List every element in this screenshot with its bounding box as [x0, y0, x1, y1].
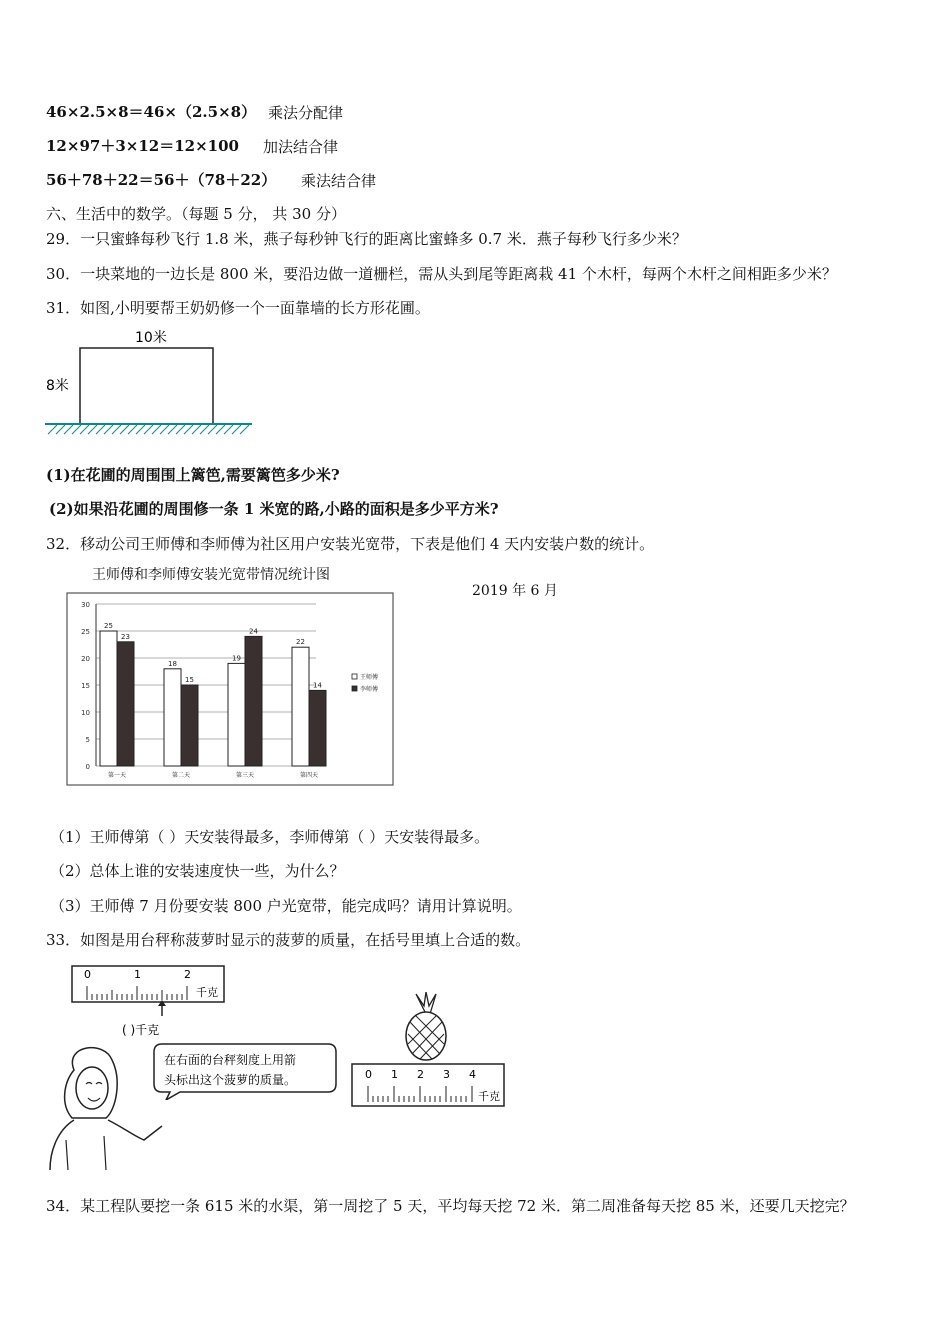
pineapple-icon: [398, 992, 454, 1064]
y-tick-label: 30: [81, 601, 90, 609]
right-scale-tick-3: 3: [443, 1068, 450, 1081]
speech-bubble: [152, 1040, 342, 1100]
bar: [181, 685, 198, 766]
law-name-2: 加法结合律: [263, 138, 339, 156]
question-33: 33．如图是用台秤称菠萝时显示的菠萝的质量，在括号里填上合适的数。: [46, 931, 531, 949]
law-expr-3: 56＋78＋22＝56＋（78＋22）: [46, 171, 277, 189]
x-tick-label: 第二天: [171, 772, 191, 779]
garden-rect: [80, 348, 213, 424]
y-tick-label: 20: [81, 655, 90, 663]
right-scale-tick-4: 4: [469, 1068, 476, 1081]
x-tick-label: 第四天: [299, 772, 319, 779]
speech-line-1: 在右面的台秤刻度上用箭: [164, 1053, 297, 1067]
bar: [100, 631, 117, 766]
left-scale-tick-0: 0: [84, 968, 91, 981]
data-label: 23: [121, 632, 130, 641]
question-32-1: （1）王师傅第（ ）天安装得最多，李师傅第（ ）天安装得最多。: [50, 828, 490, 846]
bar-chart: [66, 592, 396, 788]
data-label: 15: [185, 676, 194, 684]
right-scale-ticks: [368, 1086, 472, 1102]
right-scale-tick-2: 2: [417, 1068, 424, 1081]
question-31-1: (1)在花圃的周围围上篱笆,需要篱笆多少米?: [46, 466, 340, 484]
question-31-2: (2)如果沿花圃的周围修一条 1 米宽的路,小路的面积是多少平方米?: [49, 500, 499, 518]
x-tick-label: 第三天: [235, 772, 255, 779]
question-32-3: （3）王师傅 7 月份要安装 800 户光宽带，能完成吗？请用计算说明。: [50, 897, 522, 915]
y-tick-label: 25: [81, 628, 90, 636]
y-tick-label: 10: [81, 709, 90, 717]
garden-height-label: 8米: [46, 378, 69, 394]
data-label: 24: [249, 627, 258, 636]
bar: [164, 669, 181, 766]
legend-swatch: [352, 674, 357, 679]
garden-width-label: 10米: [135, 330, 167, 346]
legend-label: 李师傅: [360, 686, 379, 693]
right-scale-tick-0: 0: [365, 1068, 372, 1081]
question-32-2: （2）总体上谁的安装速度快一些，为什么？: [50, 862, 345, 880]
data-label: 18: [168, 659, 177, 668]
left-scale-ticks: [87, 986, 187, 1000]
right-scale: [350, 1062, 510, 1112]
bar: [309, 690, 326, 766]
left-scale-tick-2: 2: [184, 968, 191, 981]
bar: [117, 642, 134, 766]
question-31: 31．如图,小明要帮王奶奶修一个一面靠墙的长方形花圃。: [46, 299, 430, 317]
wall-hatch: [48, 425, 249, 434]
x-tick-label: 第一天: [107, 772, 127, 779]
left-scale-answer: ( )千克: [122, 1023, 160, 1037]
y-tick-label: 5: [85, 736, 90, 744]
left-scale-unit: 千克: [196, 986, 218, 999]
y-tick-label: 15: [81, 682, 90, 690]
question-30: 30．一块菜地的一边长是 800 米，要沿边做一道栅栏，需从头到尾等距离栽 41 个木杆，每两个木杆之间相距多少米？: [46, 265, 837, 283]
bar: [292, 647, 309, 766]
section-heading: 六、生活中的数学。（每题 5 分， 共 30 分）: [46, 205, 346, 223]
law-name-1: 乘法分配律: [268, 104, 344, 122]
law-expr-2: 12×97＋3×12＝12×100: [46, 137, 239, 155]
data-label: 19: [232, 654, 241, 663]
legend-label: 王师傅: [360, 674, 379, 681]
left-scale: [70, 960, 230, 1040]
legend-swatch: [352, 686, 357, 691]
left-scale-tick-1: 1: [134, 968, 141, 981]
speech-line-2: 头标出这个菠萝的质量。: [164, 1073, 297, 1087]
right-scale-unit: 千克: [478, 1090, 500, 1103]
bar: [245, 636, 262, 766]
left-scale-arrow-icon: [158, 1000, 166, 1006]
bar: [228, 663, 245, 766]
right-scale-tick-1: 1: [391, 1068, 398, 1081]
chart-title: 王师傅和李师傅安装光宽带情况统计图: [92, 567, 330, 583]
data-label: 22: [296, 638, 305, 647]
question-29: 29．一只蜜蜂每秒飞行 1.8 米，燕子每秒钟飞行的距离比蜜蜂多 0.7 米．燕子每秒飞行多少米？: [46, 230, 687, 248]
law-expr-1: 46×2.5×8＝46×（2.5×8）: [46, 103, 257, 121]
garden-diagram: [40, 322, 270, 442]
y-tick-label: 0: [85, 763, 90, 771]
data-label: 14: [313, 681, 322, 690]
law-name-3: 乘法结合律: [301, 172, 377, 190]
question-34: 34．某工程队要挖一条 615 米的水渠，第一周挖了 5 天，平均每天挖 72 米．第二周准备每天挖 85 米，还要几天挖完？: [46, 1197, 855, 1215]
chart-date: 2019 年 6 月: [472, 583, 558, 599]
data-label: 25: [104, 622, 113, 630]
question-32: 32．移动公司王师傅和李师傅为社区用户安装光宽带，下表是他们 4 天内安装户数的统计。: [46, 535, 655, 553]
